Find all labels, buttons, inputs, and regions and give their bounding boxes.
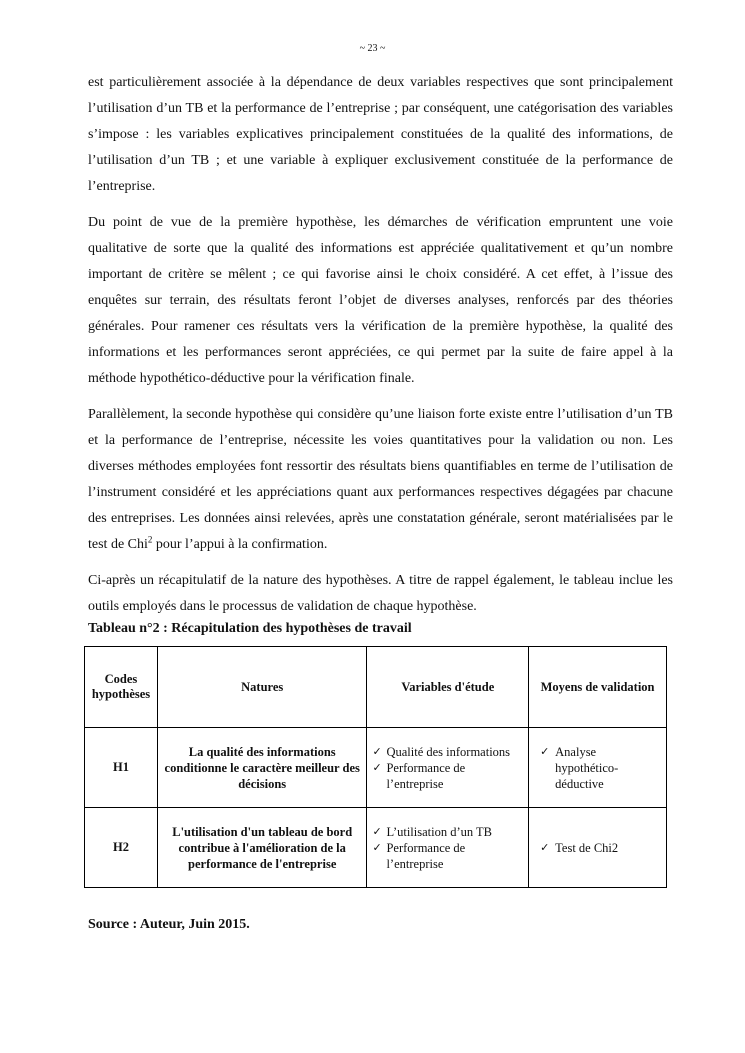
- paragraph-summary-intro: Ci-après un récapitulatif de la nature des hypothèses. A titre de rappel également, le tableau inclue les outils employés dans le processus de validation de chaque hypothèse.: [88, 573, 673, 614]
- header-moyens: Moyens de validation: [529, 647, 667, 728]
- row-code: H2: [85, 808, 158, 888]
- header-natures: Natures: [157, 647, 366, 728]
- row-moyens: [529, 808, 667, 888]
- paragraph-second-hypothesis-end: pour l’appui à la confirmation.: [152, 537, 328, 552]
- header-variables: Variables d'étude: [367, 647, 529, 728]
- table-header-row: [85, 647, 667, 728]
- checkmark-list-item: ✓ Analyse hypothético-déductive: [533, 744, 662, 792]
- checkmark-list-item: ✓ Test de Chi2: [533, 840, 662, 856]
- superscript-two: 2: [147, 534, 153, 545]
- row-variables: [367, 808, 529, 888]
- row-variables: [367, 728, 529, 808]
- row-moyens: [529, 728, 667, 808]
- checkmark-list-item: ✓ Performance de l’entreprise: [371, 760, 524, 792]
- table-caption: Tableau n°2 : Récapitulation des hypothèses de travail: [88, 621, 412, 636]
- hypotheses-table: [84, 646, 667, 888]
- row-code: H1: [85, 728, 158, 808]
- paragraph-second-hypothesis-text: Parallèlement, la seconde hypothèse qui considère qu’une liaison forte existe entre l’utilisation d’un TB et la performance de l’entreprise, nécessite les voies quantitatives pour la validation ou non. Les diverses méthodes employées font ressortir des résultats biens quantifiables en terme de l’utilisation de l’instrument considéré et les appréciations quant aux performances respectives dégagées par chacune des entreprises. Les données ainsi relevées, après une constatation générale, seront matérialisées par le test de Chi: [88, 407, 673, 552]
- checkmark-list-item: ✓ Qualité des informations: [371, 744, 524, 760]
- row-nature: La qualité des informations conditionne le caractère meilleur des décisions: [157, 728, 366, 808]
- checkmark-list-item: ✓ L’utilisation d’un TB: [371, 824, 524, 840]
- table-row: [85, 728, 667, 808]
- page-number: ~ 23 ~: [359, 43, 386, 54]
- source-note: Source : Auteur, Juin 2015.: [88, 917, 250, 932]
- paragraph-first-hypothesis: Du point de vue de la première hypothèse, les démarches de vérification empruntent une voie qualitative de sorte que la qualité des informations est appréciée qualitativement et qu’un nombre important de critère se mêlent ; ce qui favorise ainsi le choix considéré. A cet effet, à l’issue des enquêtes sur terrain, des résultats feront l’objet de diverses analyses, renforcés par des théories générales. Pour ramener ces résultats vers la vérification de la première hypothèse, la qualité des informations et les performances seront appréciées, ce qui permet par la suite de faire appel à la méthode hypothético-déductive pour la vérification finale.: [88, 215, 673, 386]
- body-text: [88, 70, 673, 630]
- paragraph-second-hypothesis: [88, 402, 673, 558]
- row-nature: L'utilisation d'un tableau de bord contribue à l'amélioration de la performance de l'entreprise: [157, 808, 366, 888]
- paragraph-variables: est particulièrement associée à la dépendance de deux variables respectives que sont principalement l’utilisation d’un TB et la performance de l’entreprise ; par conséquent, une catégorisation des variables s’impose : les variables explicatives principalement constituées de la qualité des informations, de l’utilisation d’un TB ; et une variable à expliquer exclusivement constituée de la performance de l’entreprise.: [88, 75, 673, 194]
- header-codes: Codes hypothèses: [85, 647, 158, 728]
- checkmark-list-item: ✓ Performance de l’entreprise: [371, 840, 524, 872]
- table-row: [85, 808, 667, 888]
